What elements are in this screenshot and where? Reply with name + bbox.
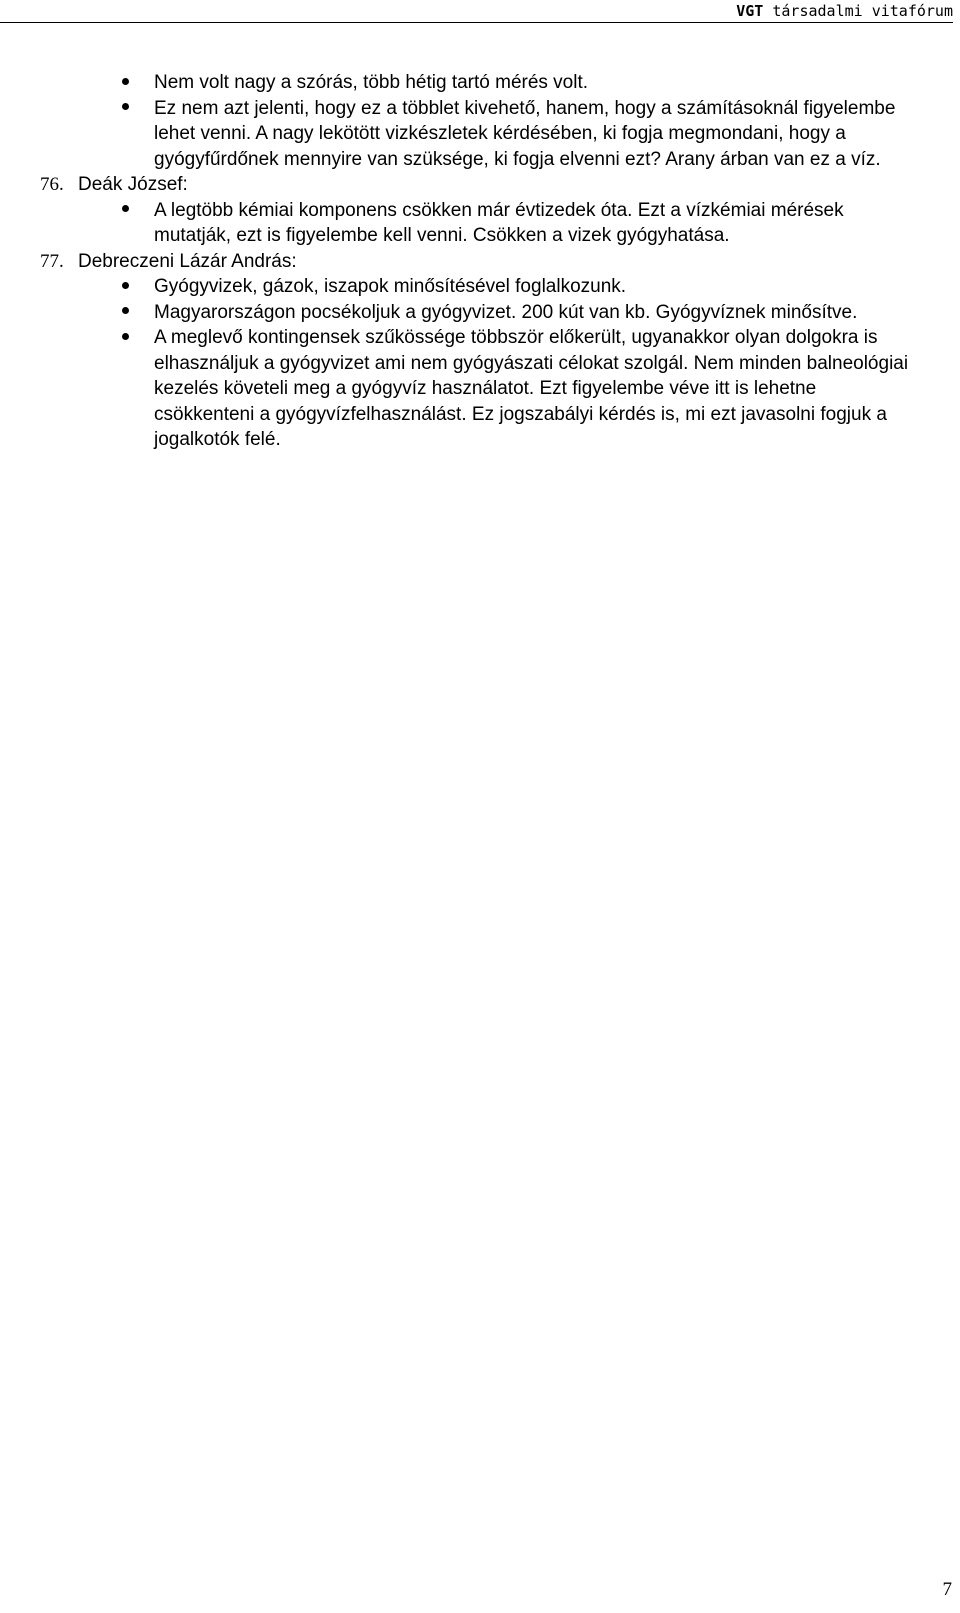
bullet-icon [119, 70, 131, 96]
speaker-name: Debreczeni Lázár András: [78, 250, 297, 272]
speaker-name: Deák József: [78, 174, 188, 195]
list-item [0, 96, 914, 173]
header-subtitle: társadalmi vitafórum [772, 2, 953, 20]
page-header [0, 0, 953, 23]
bullet-icon [119, 198, 131, 224]
bullet-icon [119, 96, 131, 122]
header-title [736, 2, 953, 20]
bullet-icon [119, 325, 131, 351]
speaker-heading [0, 172, 960, 198]
bullet-text: Magyarországon pocsékoljuk a gyógyvizet. 200 kút van kb. Gyógyvíznek minősítve. [154, 301, 858, 323]
bullet-text: Nem volt nagy a szórás, több hétig tartó mérés volt. [154, 72, 589, 93]
speaker-number: 77. [40, 250, 64, 272]
bullet-icon [119, 300, 131, 326]
bullet-text: Ez nem azt jelenti, hogy ez a többlet kivehető, hanem, hogy a számításoknál figyelembe lehet venni. A nagy lekötött vizkészletek kérdésében, ki fogja megmondani, hogy a gyógyfűrdőnek mennyire van szüksége, ki fogja elvenni ezt? Arany árban van ez a víz. [154, 97, 896, 170]
header-brand: VGT [736, 2, 764, 20]
list-item [0, 198, 914, 249]
bullet-text: A legtöbb kémiai komponens csökken már évtizedek óta. Ezt a vízkémiai mérések mutatják, ezt is figyelembe kell venni. Csökken a vizek gyógyhatása. [154, 199, 844, 246]
list-item [0, 70, 914, 96]
bullet-text: Gyógyvizek, gázok, iszapok minősítésével foglalkozunk. [154, 276, 627, 297]
list-item [0, 325, 914, 453]
bullet-text: A meglevő kontingensek szűkössége többször előkerült, ugyanakkor olyan dolgokra is elhasználjuk a gyógyvizet ami nem gyógyászati célokat szolgál. Nem minden balneológiai kezelés követeli meg a gyógyvíz használatot. Ezt figyelembe véve itt is lehetne csökkenteni a gyógyvízfelhasználást. Ez jogszabályi kérdés is, mi ezt javasolni fogjuk a jogalkotók felé. [154, 327, 909, 450]
bullet-icon [119, 274, 131, 300]
speaker-heading [0, 249, 960, 275]
list-item [0, 274, 914, 300]
list-item [0, 300, 914, 326]
document-body [0, 70, 960, 453]
page-number: 7 [942, 1579, 952, 1600]
speaker-number: 76. [40, 174, 64, 195]
